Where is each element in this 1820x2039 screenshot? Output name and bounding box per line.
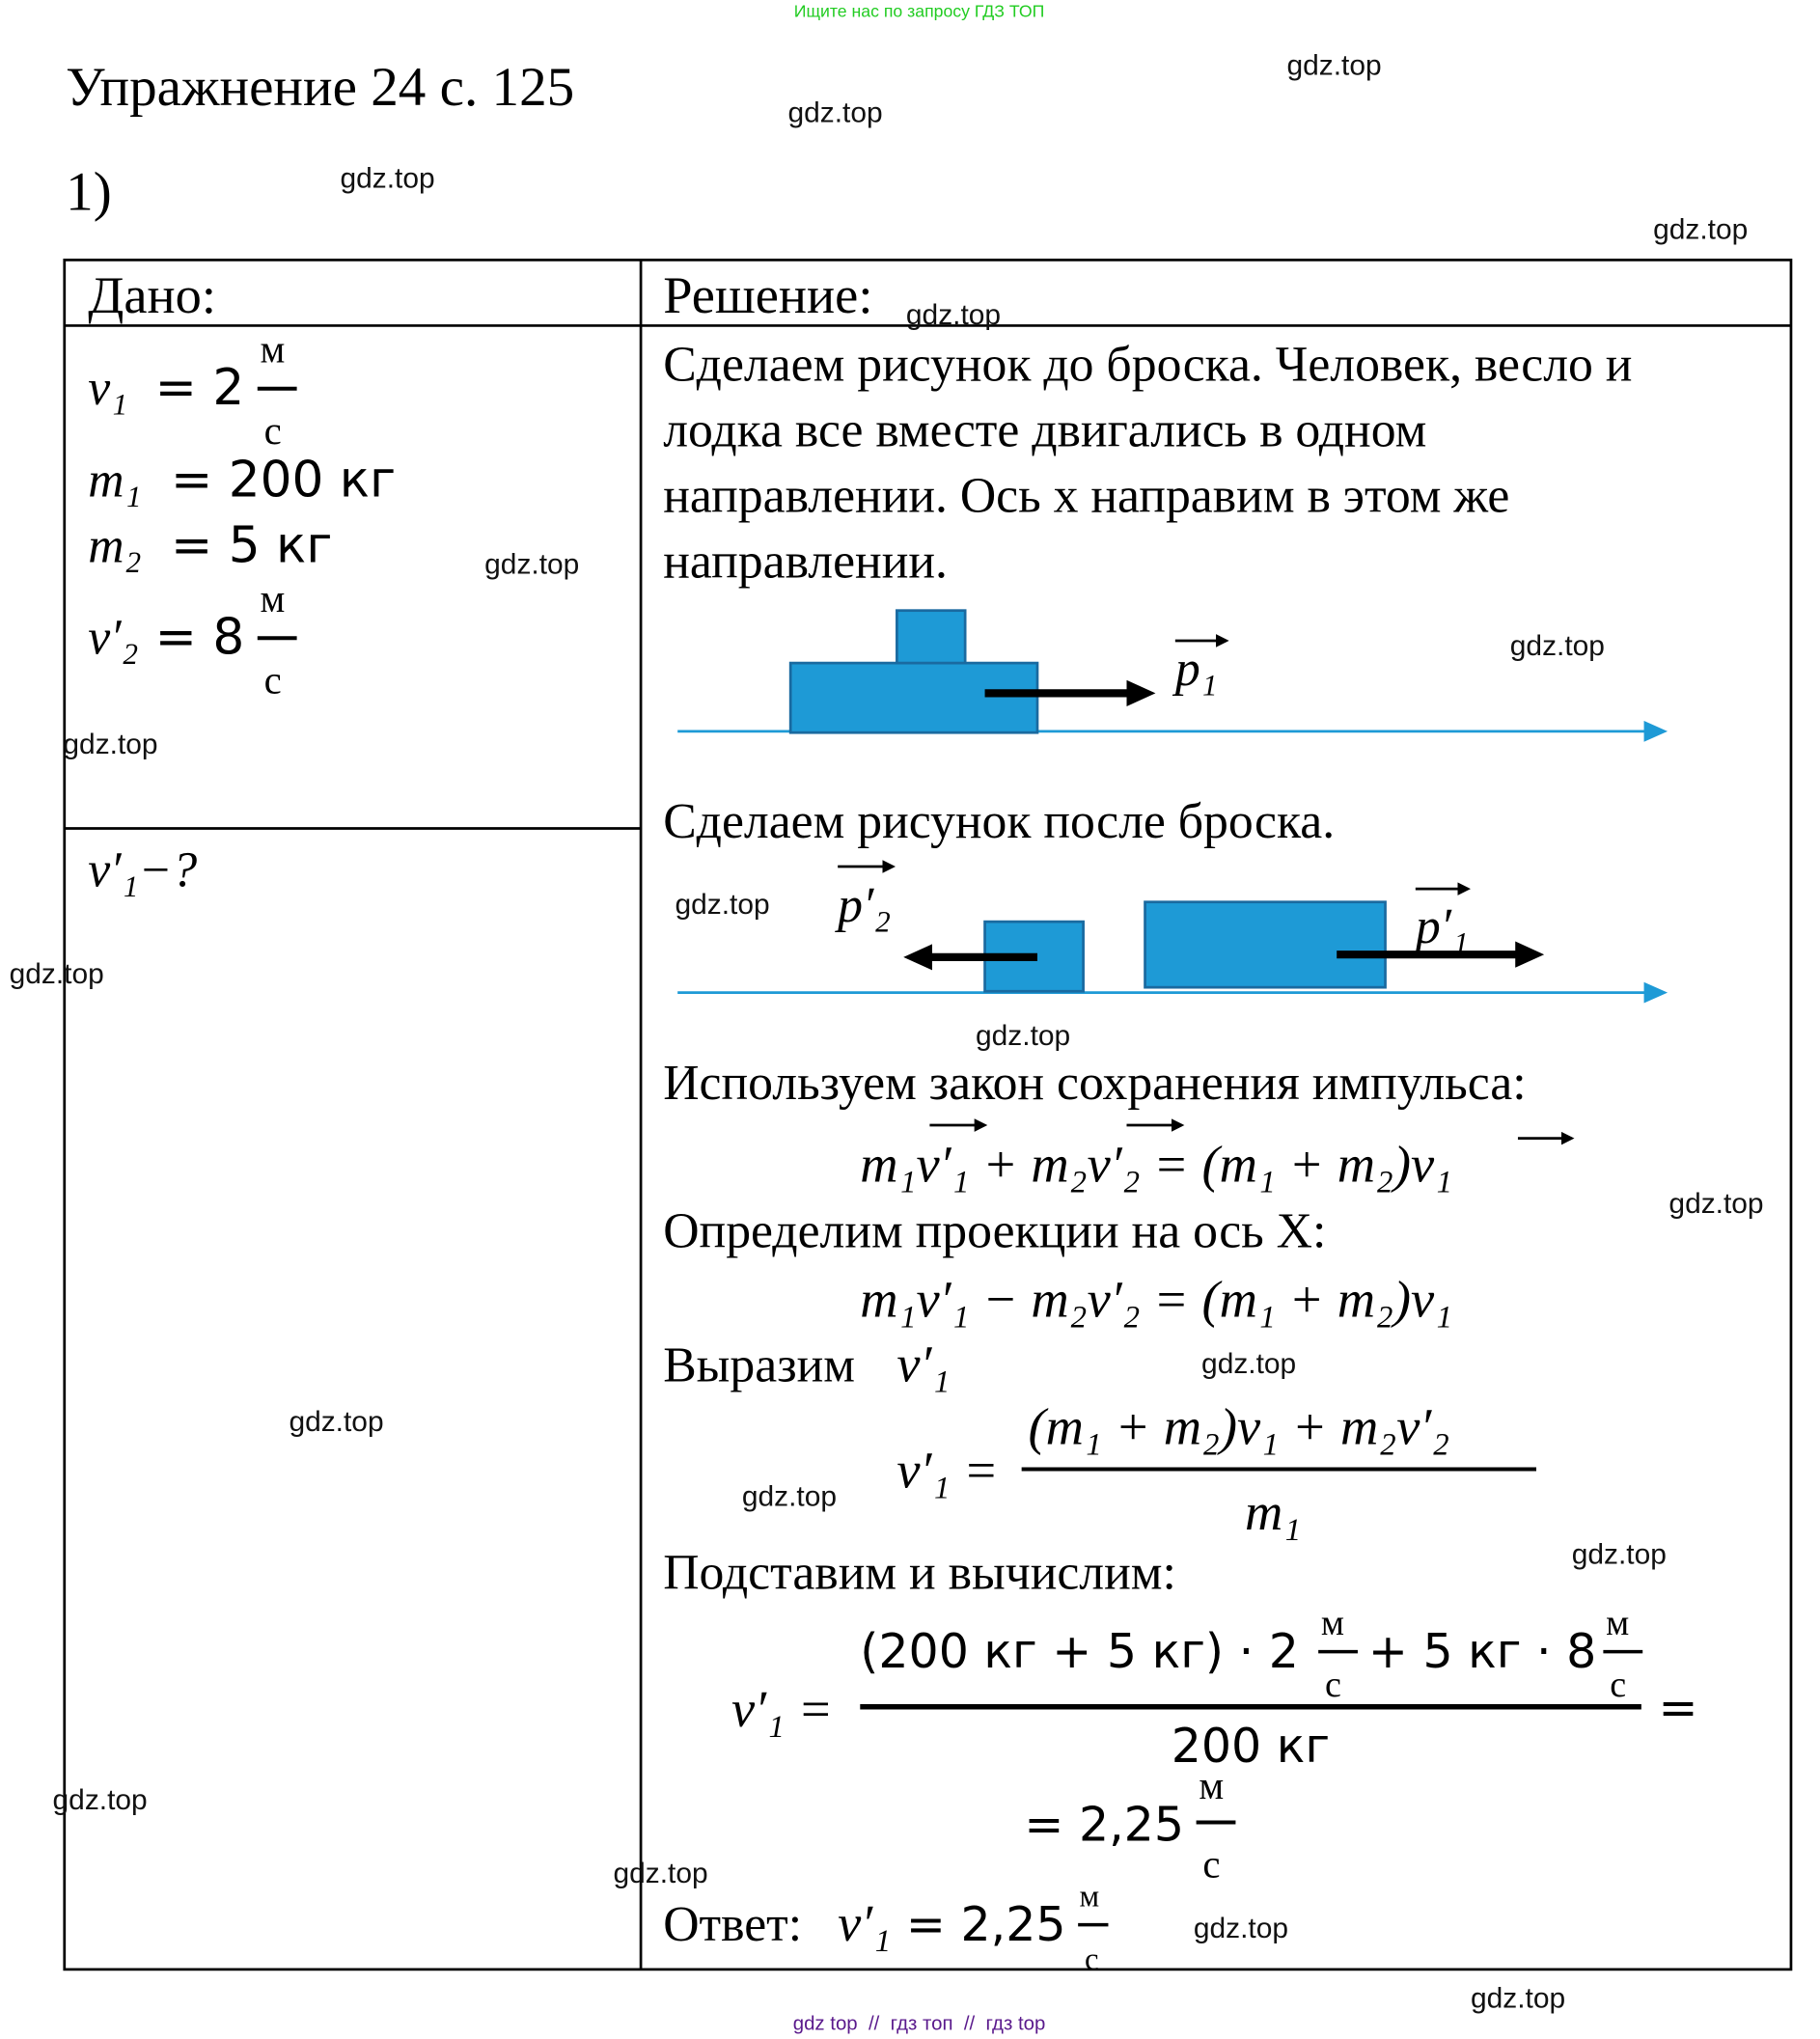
- watermark: gdz.top: [1668, 1188, 1764, 1221]
- watermark: gdz.top: [52, 1783, 148, 1816]
- watermark: gdz.top: [976, 1020, 1071, 1053]
- given-m1-symbol: m₁: [88, 453, 142, 509]
- unit-den: с: [1084, 1942, 1099, 1977]
- solution-line: Используем закон сохранения импульса:: [663, 1055, 1527, 1111]
- answer-value: = 2,25: [905, 1896, 1066, 1952]
- given-v1-symbol: v₁: [88, 361, 128, 417]
- watermark: gdz.top: [1286, 49, 1382, 82]
- answer-label: Ответ:: [663, 1896, 803, 1952]
- given-header: Дано:: [88, 265, 216, 324]
- eq3-numerator: (m₁ + m₂)v₁ + m₂v′₂: [1028, 1397, 1450, 1456]
- p1-label: p₁: [1174, 642, 1218, 698]
- figure-after-throw: [677, 867, 1649, 993]
- unit-num: м: [1199, 1764, 1225, 1808]
- momentum-equation-vector: m₁v′₁ + m₂v′₂ = (m₁ + m₂)v₁: [860, 1135, 1453, 1194]
- item-number: 1): [66, 161, 112, 223]
- watermark: gdz.top: [63, 728, 158, 760]
- watermark: gdz.top: [340, 162, 435, 195]
- solution-line: Сделаем рисунок до броска. Человек, весло и: [663, 337, 1633, 393]
- given-list: [88, 328, 396, 703]
- eq3-lhs: v′₁ =: [896, 1441, 999, 1500]
- person-shape: [896, 611, 965, 663]
- boat-shape: [790, 663, 1037, 732]
- given-v1-unit-den: с: [263, 408, 282, 453]
- footer-links[interactable]: gdz top // гдз топ // гдз top: [792, 2013, 1046, 2035]
- watermark: gdz.top: [1509, 629, 1605, 662]
- eq4-tail: =: [1658, 1680, 1698, 1736]
- unit-num: м: [1079, 1879, 1100, 1915]
- momentum-equation-projection: m₁v′₁ − m₂v′₂ = (m₁ + m₂)v₁: [860, 1270, 1453, 1329]
- watermark: gdz.top: [787, 96, 883, 129]
- watermark: gdz.top: [1201, 1348, 1297, 1381]
- watermark: gdz.top: [1470, 1982, 1566, 2015]
- eq4-numerator-b: + 5 кг · 8: [1367, 1623, 1597, 1679]
- find-quantity: v′₁−?: [88, 842, 198, 898]
- solution-line: Определим проекции на ось X:: [663, 1203, 1327, 1259]
- watermark: gdz.top: [613, 1858, 708, 1890]
- header-banner[interactable]: Ищите нас по запросу ГДЗ ТОП: [793, 1, 1045, 21]
- p1prime-label: p′₁: [1415, 898, 1469, 954]
- eq4-lhs: v′₁ =: [731, 1680, 834, 1739]
- eq3-denominator: m₁: [1244, 1483, 1302, 1542]
- given-v2prime-symbol: v′₂: [88, 610, 139, 666]
- solution-line: Сделаем рисунок после броска.: [663, 794, 1336, 850]
- solution-line: Подставим и вычислим:: [663, 1545, 1176, 1601]
- result-value: = 2,25: [1024, 1797, 1185, 1853]
- unit-den: с: [1610, 1664, 1627, 1705]
- watermark: gdz.top: [741, 1480, 838, 1513]
- watermark: gdz.top: [9, 958, 104, 991]
- unit-num: м: [1606, 1602, 1630, 1643]
- solution-header: Решение:: [663, 265, 873, 324]
- given-m2-value: = 5 кг: [170, 516, 333, 575]
- given-v2prime-value: = 8: [154, 608, 245, 667]
- unit-num: м: [1320, 1602, 1344, 1643]
- watermark: gdz.top: [1653, 213, 1749, 246]
- figure-before-throw: [677, 611, 1649, 733]
- watermark: gdz.top: [484, 548, 580, 581]
- solution-line: направлении. Ось х направим в этом же: [663, 468, 1510, 524]
- given-v2prime-unit-num: м: [260, 577, 286, 621]
- unit-den: с: [1202, 1842, 1221, 1887]
- watermark: gdz.top: [905, 299, 1002, 332]
- solution-line: направлении.: [663, 534, 948, 590]
- given-v1-unit-num: м: [260, 327, 286, 372]
- watermark: gdz.top: [289, 1406, 384, 1439]
- boat-shape: [1145, 902, 1386, 987]
- given-m1-value: = 200 кг: [170, 451, 397, 510]
- solution-line: Выразим: [663, 1337, 855, 1393]
- given-v2prime-unit-den: с: [263, 658, 282, 703]
- solution-line: лодка все вместе двигались в одном: [663, 402, 1427, 458]
- eq4-denominator: 200 кг: [1171, 1718, 1331, 1774]
- page-title: Упражнение 24 с. 125: [66, 56, 575, 118]
- p2prime-label: p′₂: [838, 878, 892, 934]
- watermark: gdz.top: [1571, 1538, 1667, 1571]
- watermark: gdz.top: [1193, 1913, 1289, 1945]
- solution-intro: [663, 338, 1632, 590]
- eq4-numerator-a: (200 кг + 5 кг) · 2: [860, 1623, 1299, 1679]
- answer-variable: v′₁: [838, 1893, 892, 1952]
- unit-den: с: [1324, 1664, 1341, 1705]
- express-variable: v′₁: [896, 1335, 951, 1393]
- given-v1-value: = 2: [154, 359, 245, 418]
- given-m2-symbol: m₂: [88, 518, 142, 574]
- watermark: gdz.top: [675, 888, 770, 921]
